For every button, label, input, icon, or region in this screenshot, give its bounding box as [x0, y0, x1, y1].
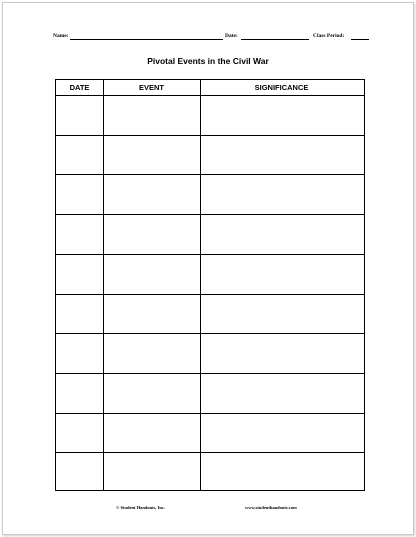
footer-copyright: © Student Handouts, Inc. — [116, 505, 166, 510]
row-divider — [56, 135, 364, 136]
column-header-significance: SIGNIFICANCE — [254, 83, 309, 92]
name-label: Name: — [53, 33, 69, 39]
column-header-event: EVENT — [138, 83, 164, 92]
header-divider — [56, 95, 364, 96]
class-period-blank — [351, 39, 369, 40]
footer-website: www.studenthandouts.com — [245, 505, 297, 510]
row-divider — [56, 413, 364, 414]
row-divider — [56, 214, 364, 215]
row-divider — [56, 294, 364, 295]
column-divider — [200, 80, 201, 490]
class-period-label: Class Period: — [313, 33, 345, 39]
worksheet-title: Pivotal Events in the Civil War — [147, 56, 269, 66]
row-divider — [56, 452, 364, 453]
events-table — [55, 79, 365, 491]
row-divider — [56, 174, 364, 175]
worksheet-page — [2, 2, 414, 535]
column-divider — [103, 80, 104, 490]
student-info-line — [53, 32, 371, 42]
row-divider — [56, 373, 364, 374]
column-header-date: DATE — [69, 83, 90, 92]
date-blank — [241, 39, 309, 40]
name-blank — [70, 39, 223, 40]
row-divider — [56, 333, 364, 334]
row-divider — [56, 254, 364, 255]
date-label: Date: — [225, 33, 238, 39]
